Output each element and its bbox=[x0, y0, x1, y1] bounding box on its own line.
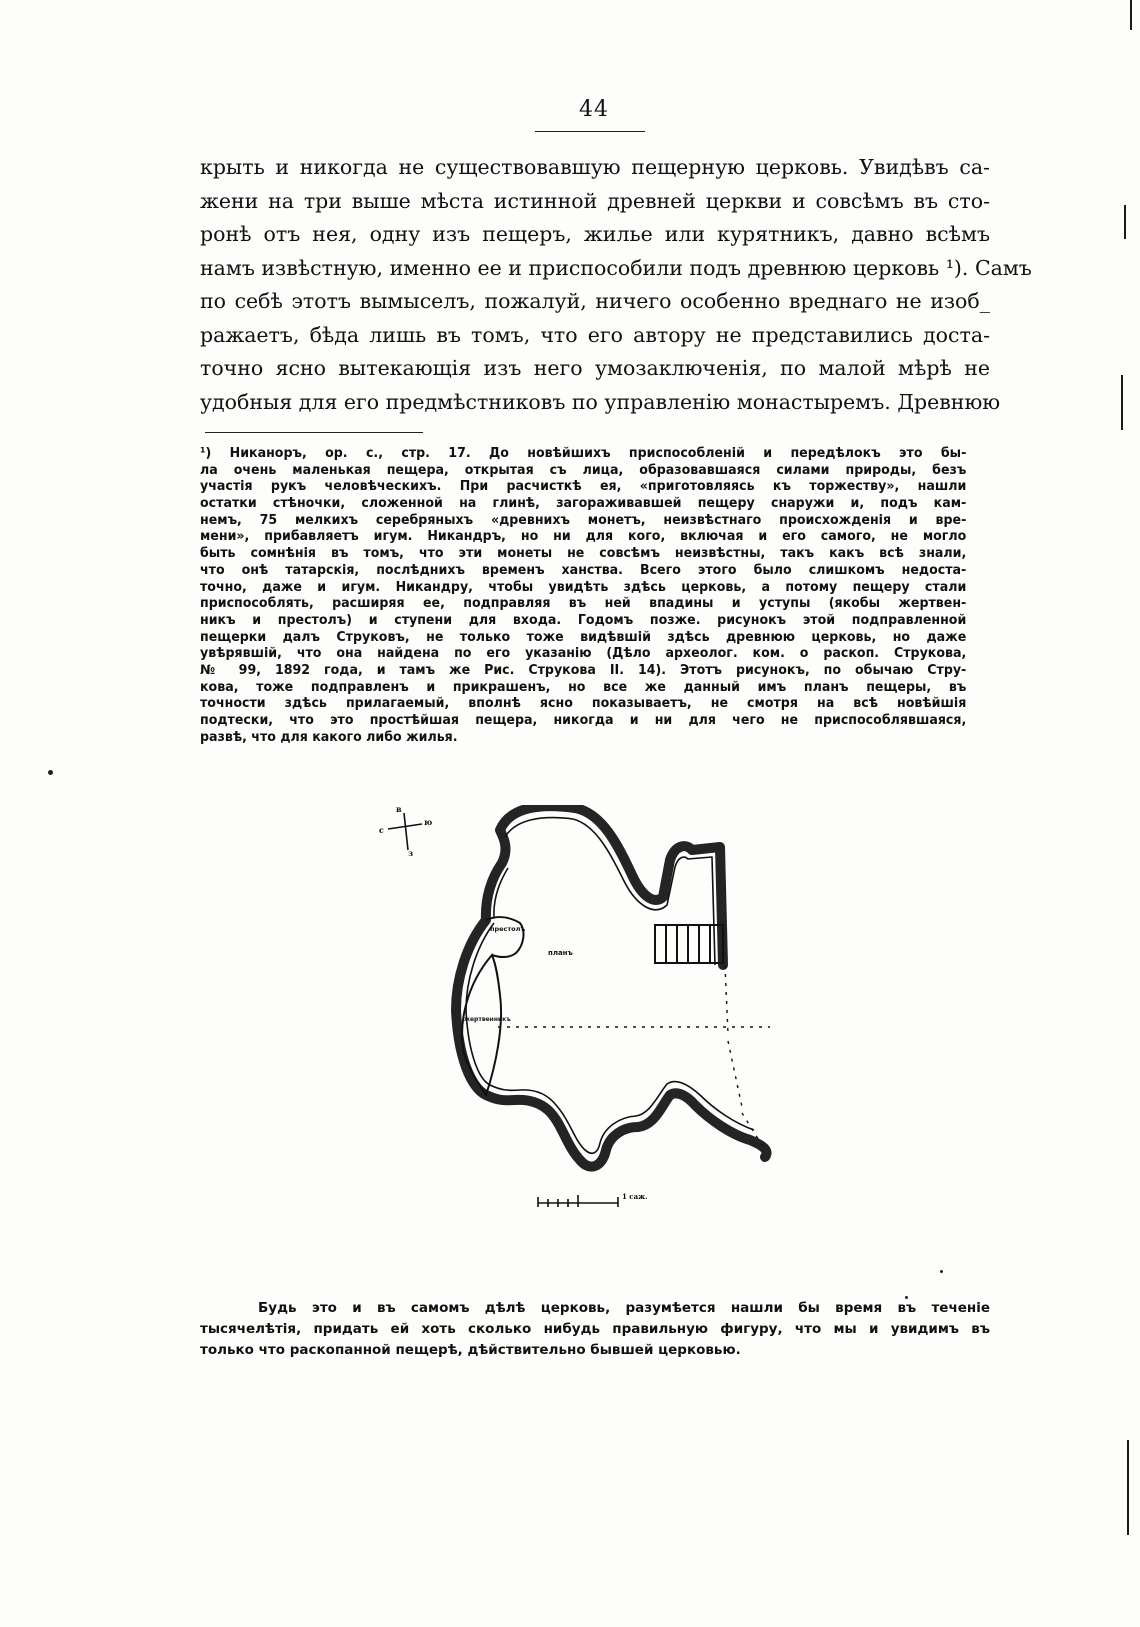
main-text-line: удобныя для его предмѣстниковъ по управленію монастыремъ. Древнюю bbox=[200, 389, 1001, 414]
closing-paragraph-line: Будь это и въ самомъ дѣлѣ церковь, разумѣется нашли бы время въ теченіе bbox=[258, 1300, 990, 1316]
compass-west-label: с bbox=[379, 825, 384, 835]
scan-edge-mark bbox=[1124, 205, 1126, 239]
main-text-line: ражаетъ, бѣда лишь въ томъ, что его автору не представились доста- bbox=[200, 322, 990, 347]
main-text-line: ронѣ отъ нея, одну изъ пещеръ, жилье или курятникъ, давно всѣмъ bbox=[200, 222, 990, 246]
plan-label: планъ bbox=[548, 949, 573, 957]
closing-paragraph bbox=[200, 1298, 990, 1361]
scale-label: 1 саж. bbox=[622, 1192, 648, 1201]
scan-edge-mark bbox=[1121, 375, 1123, 430]
scale-bar bbox=[538, 1195, 618, 1207]
footnote-line: что онѣ татарскія, послѣднихъ временъ ханства. Всего этого было слишкомъ недоста- bbox=[200, 562, 967, 578]
page-number: 44 bbox=[579, 97, 609, 122]
scan-edge-mark bbox=[1127, 1440, 1129, 1535]
upper-niche bbox=[486, 917, 526, 957]
scan-speck bbox=[940, 1270, 943, 1273]
upper-niche-label: престолъ bbox=[490, 925, 526, 933]
footnote-line: развѣ, что для какого либо жилья. bbox=[200, 729, 458, 745]
lower-niche-label: жертвенникъ bbox=[464, 1016, 511, 1023]
footnote-rule bbox=[205, 432, 423, 433]
footnote-line: пещерки далъ Струковъ, не только тоже видѣвшій здѣсь древнюю церковь, но даже bbox=[200, 629, 967, 645]
main-text-line: по себѣ этотъ вымыселъ, пожалуй, ничего особенно вреднаго не изоб_ bbox=[200, 289, 990, 313]
scan-edge-mark bbox=[1130, 0, 1132, 30]
footnote-line: участія рукъ человѣческихъ. При расчисткѣ ея, «приготовляясь къ торжеству», нашли bbox=[200, 479, 967, 495]
compass-rose bbox=[388, 813, 422, 850]
scan-speck bbox=[48, 770, 53, 775]
entrance-steps bbox=[655, 925, 723, 963]
footnote-line: № 99, 1892 года, и тамъ же Рис. Струкова II. 14). Этотъ рисунокъ, по обычаю Стру- bbox=[200, 662, 967, 678]
compass-east-label: ю bbox=[424, 817, 433, 827]
footnote bbox=[200, 446, 990, 746]
main-text-line: крыть и никогда не существовавшую пещерную церковь. Увидѣвъ са- bbox=[200, 155, 990, 179]
footnote-line: кова, тоже подправленъ и прикрашенъ, но все же данный имъ планъ пещеры, въ bbox=[200, 679, 967, 695]
main-text bbox=[200, 151, 1032, 419]
main-text-line: точно ясно вытекающія изъ него умозаключенія, по малой мѣрѣ не bbox=[200, 356, 990, 380]
footnote-line: точно, даже и игум. Никандру, чтобы увидѣть здѣсь церковь, а потому пещеру стали bbox=[200, 579, 967, 595]
footnote-line: немъ, 75 мелкихъ серебряныхъ «древнихъ монетъ, неизвѣстнаго происхожденія и вре- bbox=[200, 512, 967, 528]
footnote-line: увѣрявшій, что она найдена по его указанію (Дѣло археолог. ком. о раскоп. Струкова, bbox=[200, 646, 967, 662]
footnote-line: быть сомнѣнія въ томъ, что эти монеты не совсѣмъ неизвѣстны, такъ какъ всѣ знали, bbox=[200, 546, 967, 562]
main-text-line: намъ извѣстную, именно ее и приспособили подъ древнюю церковь ¹). Самъ bbox=[200, 255, 1032, 280]
page-number-rule bbox=[535, 131, 645, 132]
closing-paragraph-line: только что раскопанной пещерѣ, дѣйствительно бывшей церковью. bbox=[200, 1342, 741, 1358]
scan-speck bbox=[905, 1296, 908, 1299]
compass-south-label: з bbox=[408, 848, 414, 858]
footnote-line: никъ и престолъ) и ступени для входа. Годомъ позже. рисунокъ этой подправленной bbox=[200, 612, 967, 628]
compass-north-label: в bbox=[396, 805, 402, 814]
footnote-line: ла очень маленькая пещера, открытая съ лица, образовавшаяся силами природы, безъ bbox=[200, 462, 967, 478]
footnote-line: точности здѣсь прилагаемый, вполнѣ ясно показываетъ, не смотря на всѣ новѣйшія bbox=[200, 696, 967, 712]
footnote-line: подтески, что это простѣйшая пещера, никогда и ни для чего не приспособлявшаяся, bbox=[200, 713, 967, 728]
closing-paragraph-line: тысячелѣтія, придать ей хоть сколько нибудь правильную фигуру, что мы и увидимъ въ bbox=[200, 1321, 990, 1337]
footnote-line: остатки стѣночки, сложенной на глинѣ, загораживавшей пещеру снаружи и, подъ кам- bbox=[200, 496, 967, 512]
footnote-line: мени», прибавляетъ игум. Никандръ, но ни для кого, включая и его самого, не могло bbox=[200, 529, 967, 545]
main-text-line: жени на три выше мѣста истинной древней церкви и совсѣмъ въ сто- bbox=[200, 188, 990, 213]
cave-plan-figure bbox=[370, 805, 810, 1235]
footnote-line: приспособлять, расширяя ее, подправляя въ ней впадины и уступы (якобы жертвен- bbox=[200, 596, 967, 612]
footnote-line: ¹) Никаноръ, op. c., стр. 17. До новѣйшихъ приспособленій и передѣлокъ это бы- bbox=[200, 446, 967, 461]
